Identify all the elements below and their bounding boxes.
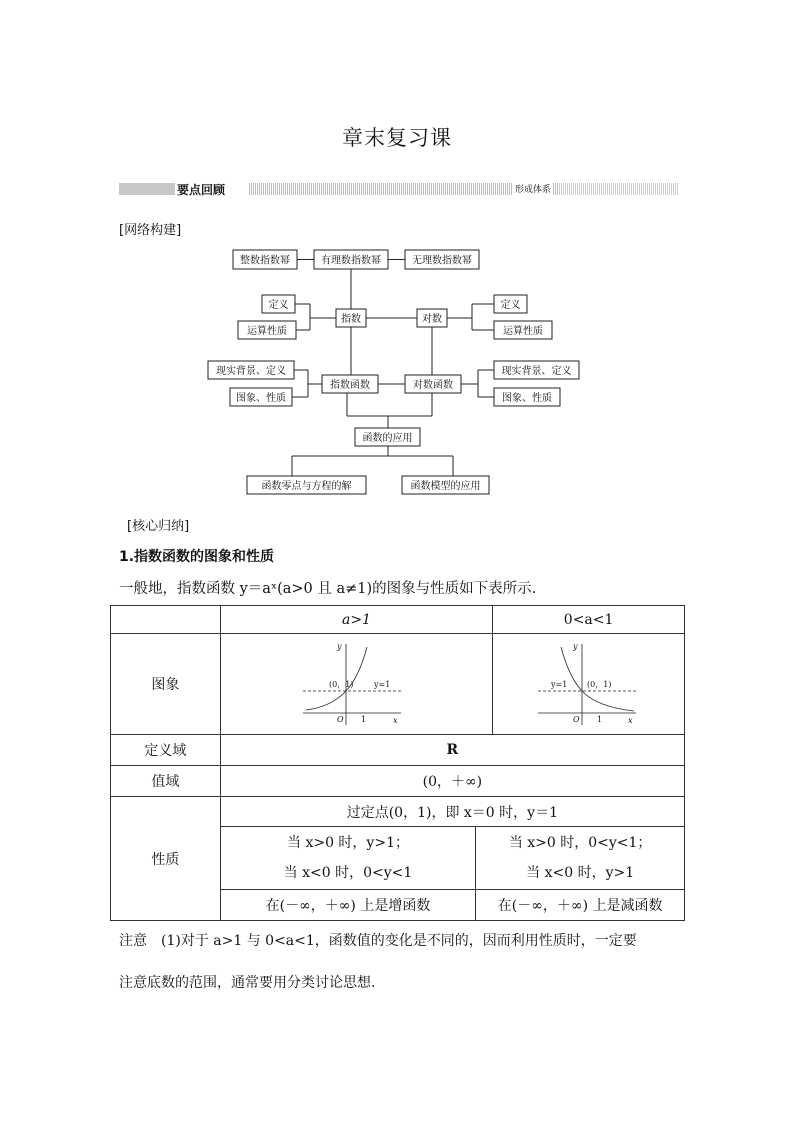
node-background-left: 现实背景、定义 <box>216 366 286 377</box>
note-line-1: 注意 (1)对于 a>1 与 0<a<1，函数值的变化是不同的，因而利用性质时，一定要 <box>119 933 637 949</box>
intro-paragraph: 一般地，指数函数 y＝aˣ(a>0 且 a≠1)的图象与性质如下表所示. <box>119 581 537 597</box>
graph-point-label: (0，1) <box>329 680 354 689</box>
node-log: 对数 <box>422 314 442 325</box>
col-header-a-gt-1: a>1 <box>220 606 493 634</box>
lt1-line1: 当 x>0 时，0<y<1； <box>508 835 652 851</box>
page-title: 章末复习课 <box>342 126 452 150</box>
graph2-yline-label: y=1 <box>550 680 567 689</box>
graph-cell-a-lt-1 <box>493 634 685 735</box>
lt1-line2: 当 x<0 时，y>1 <box>526 865 635 881</box>
gt1-line2: 当 x<0 时，0<y<1 <box>283 865 413 881</box>
banner-right-label: 形成体系 <box>513 182 553 195</box>
node-log-function: 对数函数 <box>413 380 453 391</box>
concept-map <box>200 240 600 500</box>
row-label-domain: 定义域 <box>111 735 221 766</box>
row-label-range: 值域 <box>111 766 221 797</box>
graph2-y-label: y <box>572 642 578 651</box>
banner-left-bar <box>119 183 175 195</box>
graph-y-label: y <box>337 642 342 651</box>
graph2-point-label: (0，1) <box>586 680 612 689</box>
col-header-a-lt-1: 0<a<1 <box>493 606 685 634</box>
node-ops-left: 运算性质 <box>247 326 287 337</box>
node-background-right: 现实背景、定义 <box>501 366 572 377</box>
node-applications: 函数的应用 <box>362 433 413 444</box>
node-exponent: 指数 <box>341 314 361 325</box>
graph-origin-label: O <box>337 715 345 724</box>
note-line-2: 注意底数的范围，通常要用分类讨论思想. <box>119 975 376 991</box>
node-exp-function: 指数函数 <box>330 380 370 391</box>
fixed-point: 过定点(0，1)，即 x＝0 时，y＝1 <box>220 797 684 827</box>
node-graph-left: 图象、性质 <box>236 393 286 404</box>
section-network-heading: [网络构建] <box>119 223 182 238</box>
node-ops-right: 运算性质 <box>503 326 543 337</box>
node-def-right: 定义 <box>500 300 521 311</box>
row-label-props: 性质 <box>111 797 221 921</box>
graph2-x-label: x <box>627 716 633 725</box>
props-cell-a-gt-1 <box>220 827 476 890</box>
graph-yline-label: y=1 <box>374 680 391 689</box>
graph2-one-label: 1 <box>596 715 602 724</box>
monotonic-decreasing: 在(－∞，＋∞) 上是减函数 <box>476 890 685 921</box>
heading-exp-function: 1.指数函数的图象和性质 <box>119 549 275 565</box>
node-integer-power: 整数指数幂 <box>240 255 290 267</box>
property-table <box>110 605 685 921</box>
domain-value: R <box>220 735 684 766</box>
node-graph-right: 图象、性质 <box>502 393 552 404</box>
banner-left-label: 要点回顾 <box>177 183 226 197</box>
banner-stripe-right <box>559 183 679 195</box>
graph-decreasing <box>534 639 644 729</box>
gt1-line1: 当 x>0 时，y>1； <box>287 835 409 851</box>
section-core-heading: [核心归纳] <box>127 519 190 534</box>
row-label-graph: 图象 <box>111 634 221 735</box>
range-value: (0，＋∞) <box>220 766 684 797</box>
node-irrational-power: 无理数指数幂 <box>412 255 472 267</box>
graph-increasing <box>301 639 411 729</box>
node-def-left: 定义 <box>268 300 289 311</box>
section-banner <box>119 181 679 197</box>
graph2-origin-label: O <box>572 715 580 724</box>
table-corner <box>111 606 221 634</box>
node-models: 函数模型的应用 <box>410 481 481 492</box>
graph-one-label: 1 <box>361 715 367 724</box>
graph-cell-a-gt-1 <box>220 634 493 735</box>
graph-x-label: x <box>393 716 398 725</box>
monotonic-increasing: 在(－∞，＋∞) 上是增函数 <box>220 890 476 921</box>
node-zeros: 函数零点与方程的解 <box>261 481 352 492</box>
props-cell-a-lt-1 <box>476 827 685 890</box>
node-rational-power: 有理数指数幂 <box>321 255 381 267</box>
